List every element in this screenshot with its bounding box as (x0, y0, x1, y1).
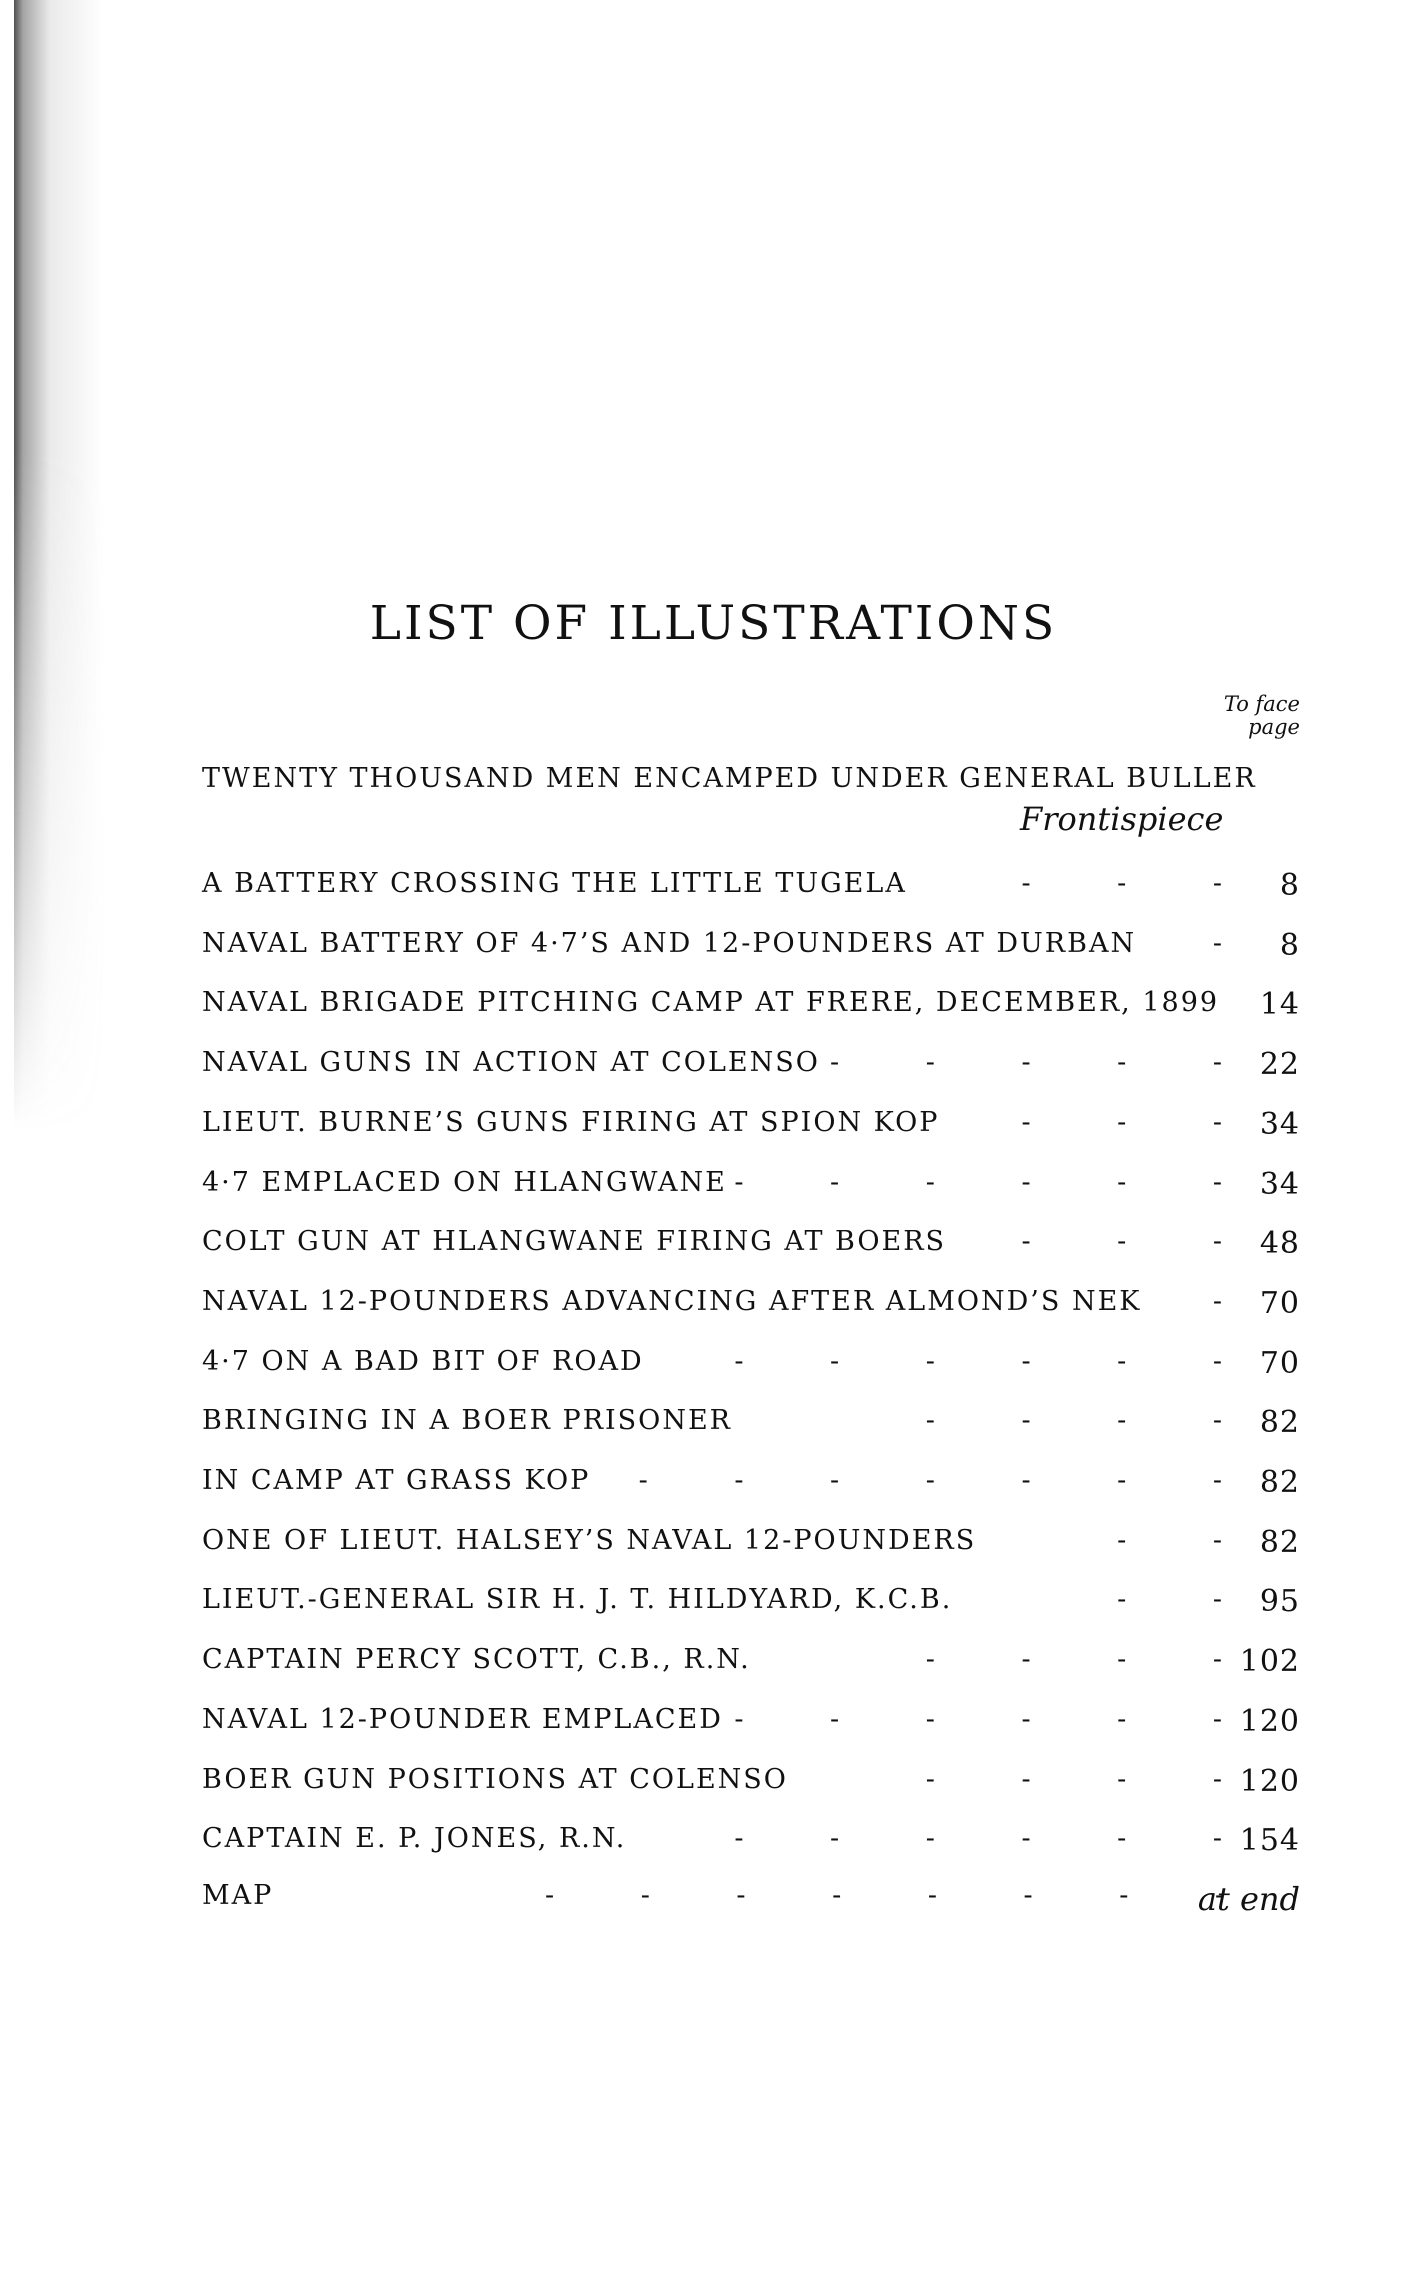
page-binding-shadow (14, 0, 104, 1130)
entry-title: NAVAL GUNS IN ACTION AT COLENSO (202, 1047, 820, 1078)
entry-title: NAVAL BRIGADE PITCHING CAMP AT FRERE, DECEMBER, 1899 (202, 987, 1220, 1018)
entry-page-number: 8 (1279, 868, 1300, 903)
leader-dashes: - - - - (925, 1405, 1222, 1436)
entry-title: ONE OF LIEUT. HALSEY’S NAVAL 12-POUNDERS (202, 1525, 977, 1556)
to-face-page-header (1180, 693, 1300, 739)
leader-dashes: - - - (1021, 1226, 1222, 1257)
leader-dashes: - - - - - (830, 1047, 1222, 1078)
entry-note: at end (1197, 1880, 1300, 1918)
entry-title: MAP (202, 1880, 274, 1911)
entry-title: A BATTERY CROSSING THE LITTLE TUGELA (202, 868, 907, 899)
leader-dashes: - (1212, 1286, 1222, 1317)
entry-title: TWENTY THOUSAND MEN ENCAMPED UNDER GENERAL BULLER (202, 763, 1257, 794)
entry-title: BRINGING IN A BOER PRISONER (202, 1405, 732, 1436)
entry-page-number: 14 (1259, 987, 1300, 1022)
leader-dashes: - - (1117, 1584, 1222, 1615)
page-label: page (1248, 715, 1300, 739)
entry-title: NAVAL BATTERY OF 4·7’S AND 12-POUNDERS AT DURBAN (202, 928, 1137, 959)
page-title: LIST OF ILLUSTRATIONS (369, 596, 1058, 652)
leader-dashes: - - - - - - (734, 1823, 1222, 1854)
leader-dashes: - - - - - - (734, 1167, 1222, 1198)
frontispiece-note: Frontispiece (1020, 800, 1224, 838)
entry-page-number: 34 (1259, 1167, 1300, 1202)
entry-page-number: 120 (1239, 1764, 1300, 1799)
leader-dashes: - - - - - - (734, 1704, 1222, 1735)
leader-dashes: - - - - - - - - (545, 1880, 1225, 1911)
entry-title: COLT GUN AT HLANGWANE FIRING AT BOERS (202, 1226, 947, 1257)
entry-title: LIEUT.-GENERAL SIR H. J. T. HILDYARD, K.C.B. (202, 1584, 953, 1615)
entry-page-number: 22 (1259, 1047, 1300, 1082)
entry-title: NAVAL 12-POUNDERS ADVANCING AFTER ALMOND’S NEK (202, 1286, 1142, 1317)
leader-dashes: - - - - (925, 1764, 1222, 1795)
entry-page-number: 82 (1259, 1465, 1300, 1500)
leader-dashes: - - - - (925, 1644, 1222, 1675)
leader-dashes: - - - - - - - (638, 1465, 1222, 1496)
entry-title: 4·7 EMPLACED ON HLANGWANE (202, 1167, 727, 1198)
entry-page-number: 34 (1259, 1107, 1300, 1142)
entry-page-number: 102 (1239, 1644, 1300, 1679)
entry-title: CAPTAIN E. P. JONES, R.N. (202, 1823, 627, 1854)
entry-page-number: 82 (1259, 1525, 1300, 1560)
entry-title: IN CAMP AT GRASS KOP (202, 1465, 591, 1496)
leader-dashes: - - - (1021, 868, 1222, 899)
entry-page-number: 154 (1239, 1823, 1300, 1858)
entry-page-number: 8 (1279, 928, 1300, 963)
leader-dashes: - - (1117, 1525, 1222, 1556)
entry-page-number: 48 (1259, 1226, 1300, 1261)
entry-page-number: 120 (1239, 1704, 1300, 1739)
entry-title: BOER GUN POSITIONS AT COLENSO (202, 1764, 788, 1795)
entry-page-number: 70 (1259, 1346, 1300, 1381)
entry-title: 4·7 ON A BAD BIT OF ROAD (202, 1346, 644, 1377)
entry-title: LIEUT. BURNE’S GUNS FIRING AT SPION KOP (202, 1107, 940, 1138)
entry-title: NAVAL 12-POUNDER EMPLACED (202, 1704, 723, 1735)
entry-title: CAPTAIN PERCY SCOTT, C.B., R.N. (202, 1644, 751, 1675)
entry-page-number: 70 (1259, 1286, 1300, 1321)
entry-page-number: 95 (1259, 1584, 1300, 1619)
entry-page-number: 82 (1259, 1405, 1300, 1440)
leader-dashes: - (1212, 928, 1222, 959)
to-face-label: To face (1223, 692, 1300, 716)
leader-dashes: - - - (1021, 1107, 1222, 1138)
leader-dashes: - - - - - - (734, 1346, 1222, 1377)
